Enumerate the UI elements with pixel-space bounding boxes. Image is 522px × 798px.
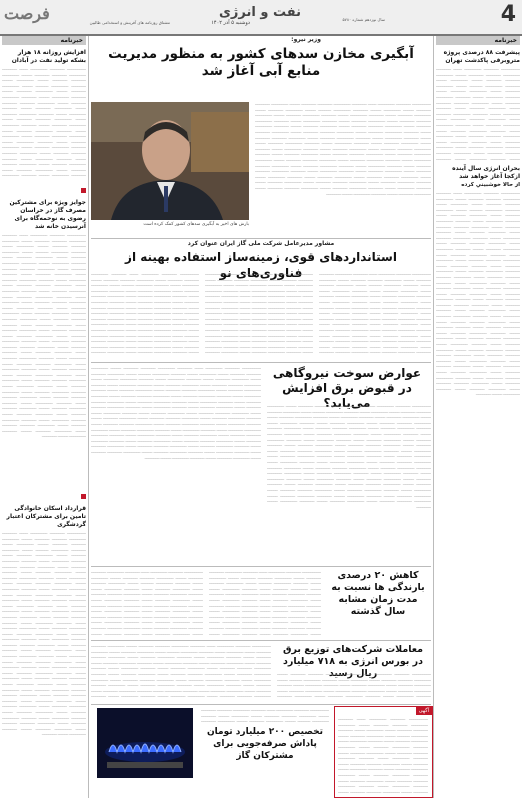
story5-headline: معاملات شرکت‌های توزیع برق در بورس انرژی به ۷۱۸ میلیارد ریال رسید [282, 644, 424, 679]
main-kicker: وزیر نیرو: [291, 36, 321, 43]
gas-flame-photo [97, 708, 193, 778]
story4 [91, 568, 431, 638]
ad-box [334, 706, 433, 798]
story6 [91, 706, 331, 796]
right-sidebar [436, 36, 520, 796]
right-item2-title: بحران انرژی سال آینده ازکجا آغاز خواهد شد [452, 165, 520, 180]
left-item1-title: افزایش روزانه ۱۸ هزار بشکه تولید نفت در آبادان [11, 49, 86, 64]
story3 [91, 364, 431, 564]
left-item2-title: جوایز ویژه برای مشترکین مصرف گاز در خراسان رضوی به نوحمه‌گاه برای آنرسیدن خانه شد [9, 199, 86, 230]
section-title: نفت و انرژی [219, 5, 301, 20]
tagline: مشتاق روزنامه های آفرینش و استخدامی طالبین [89, 20, 170, 25]
photo-caption: بارش های اخیر به آبگیری سدهای کشور کمک کرده است [143, 222, 249, 227]
minister-photo [91, 102, 249, 220]
date-line: دوشنبه ۵ آذر ۱۴۰۲ [211, 20, 250, 26]
story2-headline: استانداردهای قوی، زمینه‌ساز استفاده بهینه از فناوری‌های نو [125, 250, 397, 280]
masthead-bar [0, 0, 522, 36]
left-sidebar [2, 36, 86, 796]
story6-headline: تخصیص ۲۰۰ میلیارد تومان پاداش صرفه‌جویی برای مشترکان گاز [206, 727, 323, 761]
bullet-icon [81, 188, 86, 193]
issue-line: سال نوزدهم شماره ۵۷۸۰ [342, 17, 385, 22]
main-story [91, 36, 431, 236]
ad-tag: آگهی [416, 707, 432, 715]
page-number: 4 [500, 2, 516, 27]
main-headline: آبگیری مخازن سدهای کشور به منظور مدیریت منابع آبی آغاز شد [108, 46, 414, 79]
right-item2-subtitle: از حالا خوشبیني کرده [461, 182, 520, 188]
story2 [91, 240, 431, 360]
bullet-icon [81, 494, 86, 499]
story4-headline: کاهش ۲۰ درصدی بارندگی ها نسبت به مدت زمان مشابه سال گذشته [331, 570, 425, 617]
right-sidebar-tag: خبرنامه [436, 36, 520, 45]
story2-kicker: مشاور مدیرعامل شرکت ملی گاز ایران عنوان کرد [187, 240, 335, 247]
story5 [91, 642, 431, 702]
story3-headline: عوارض سوخت نیروگاهی در قبوض برق افزایش می‌یابد؟ [272, 366, 422, 410]
left-sidebar-tag: خبرنامه [2, 36, 86, 45]
right-item1-title: پیشرفت ۸۸ درصدی پروژه مترو‌برقی پاکدشت تهران [443, 49, 520, 64]
newspaper-logo: فرصت [4, 4, 50, 23]
left-item3-title: قرارداد اسکان خانوادگی تامین برای مشترکان اعتبار گردشگری [6, 505, 86, 528]
